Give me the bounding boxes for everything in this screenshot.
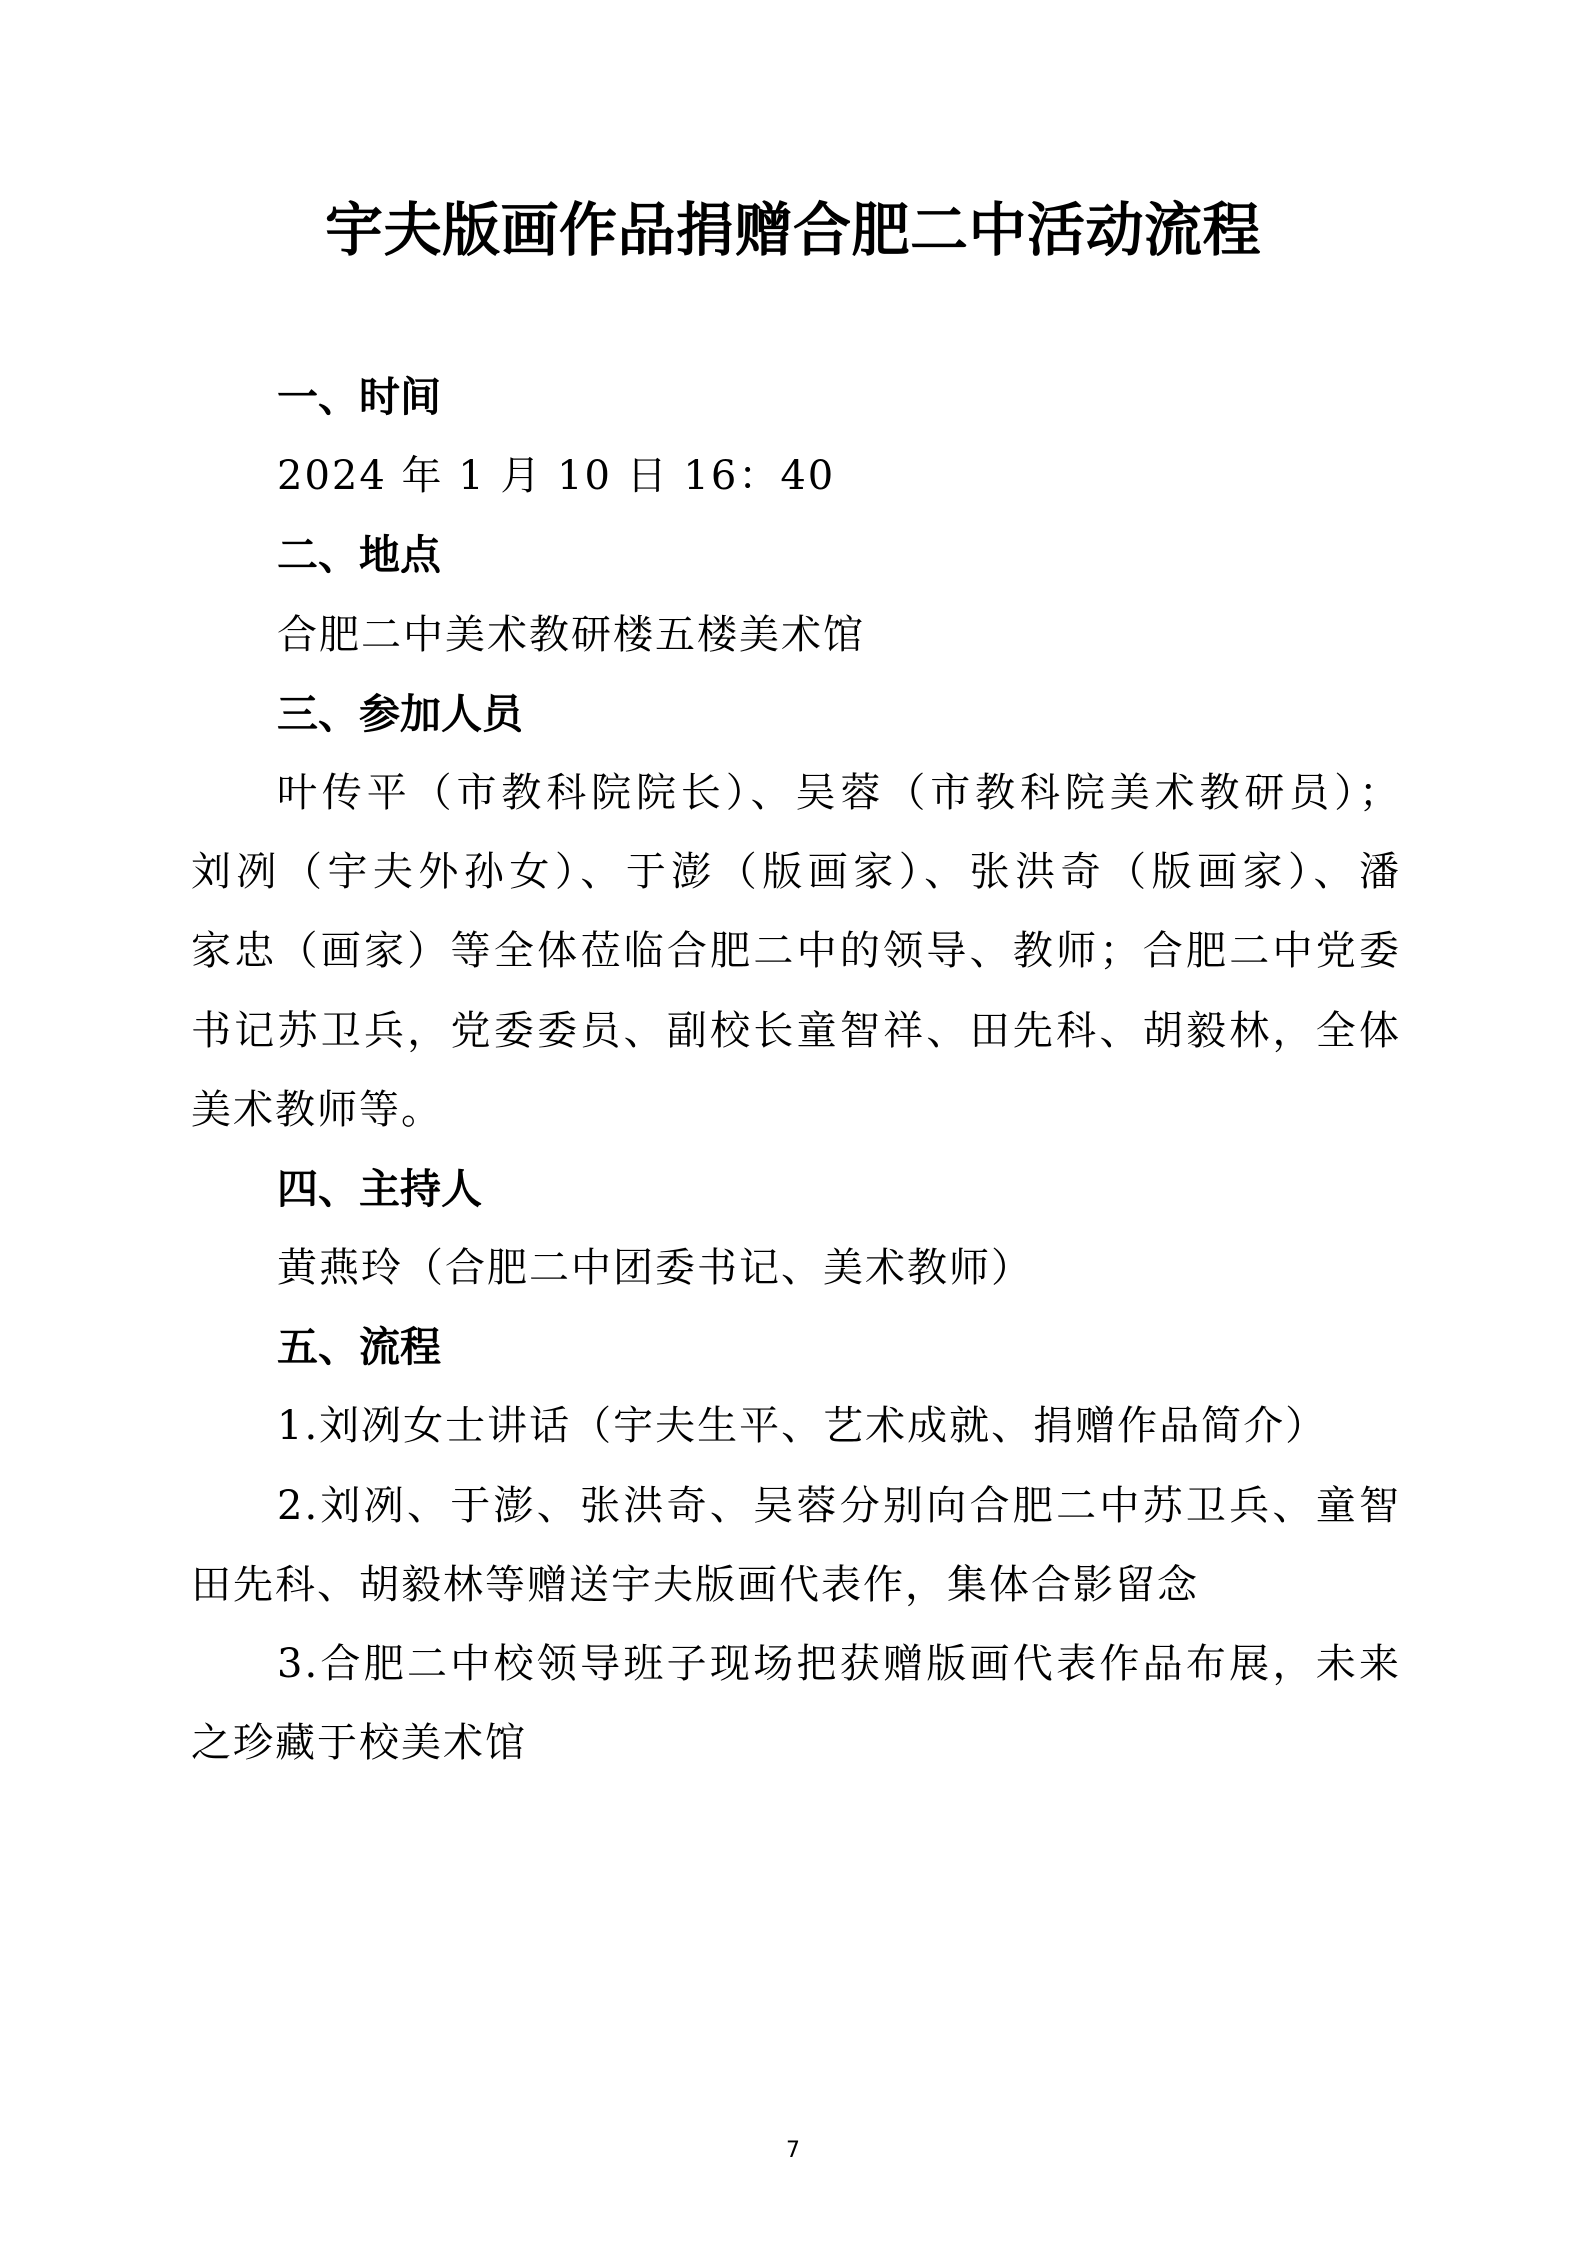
body-line-participants-1: 叶传平（市教科院院长）、吴蓉（市教科院美术教研员）； — [277, 769, 1401, 816]
body-line-participants-2: 刘冽（宇夫外孙女）、于澎（版画家）、张洪奇（版画家）、潘 — [191, 849, 1401, 896]
body-line-procedure-3b: 之珍藏于校美术馆 — [191, 1720, 527, 1767]
section-heading-location: 二、地点 — [277, 531, 441, 580]
body-line-location: 合肥二中美术教研楼五楼美术馆 — [277, 611, 865, 658]
body-line-host: 黄燕玲（合肥二中团委书记、美术教师） — [277, 1245, 1033, 1292]
body-line-procedure-2b: 田先科、胡毅林等赠送宇夫版画代表作，集体合影留念 — [191, 1561, 1199, 1608]
section-heading-time: 一、时间 — [277, 373, 441, 421]
section-heading-host: 四、主持人 — [277, 1164, 482, 1213]
document-body — [191, 358, 1401, 1783]
section-heading-participants: 三、参加人员 — [277, 689, 523, 738]
body-line-participants-5: 美术教师等。 — [191, 1086, 443, 1133]
body-line-participants-3: 家忠（画家）等全体莅临合肥二中的领导、教师；合肥二中党委 — [191, 928, 1401, 975]
page-number: 7 — [786, 2138, 800, 2163]
body-line-procedure-1: 1.刘冽女士讲话（宇夫生平、艺术成就、捐赠作品简介） — [277, 1403, 1328, 1450]
body-line-procedure-3a: 3.合肥二中校领导班子现场把获赠版画代表作品布展，未来 — [277, 1641, 1401, 1687]
section-heading-procedure: 五、流程 — [277, 1323, 441, 1372]
body-line-participants-4: 书记苏卫兵，党委委员、副校长童智祥、田先科、胡毅林，全体 — [191, 1007, 1401, 1054]
body-line-time: 2024 年 1 月 10 日 16：40 — [277, 453, 836, 500]
document-title: 宇夫版画作品捐赠合肥二中活动流程 — [324, 196, 1261, 264]
body-line-procedure-2a: 2.刘冽、于澎、张洪奇、吴蓉分别向合肥二中苏卫兵、童智 — [277, 1482, 1401, 1529]
